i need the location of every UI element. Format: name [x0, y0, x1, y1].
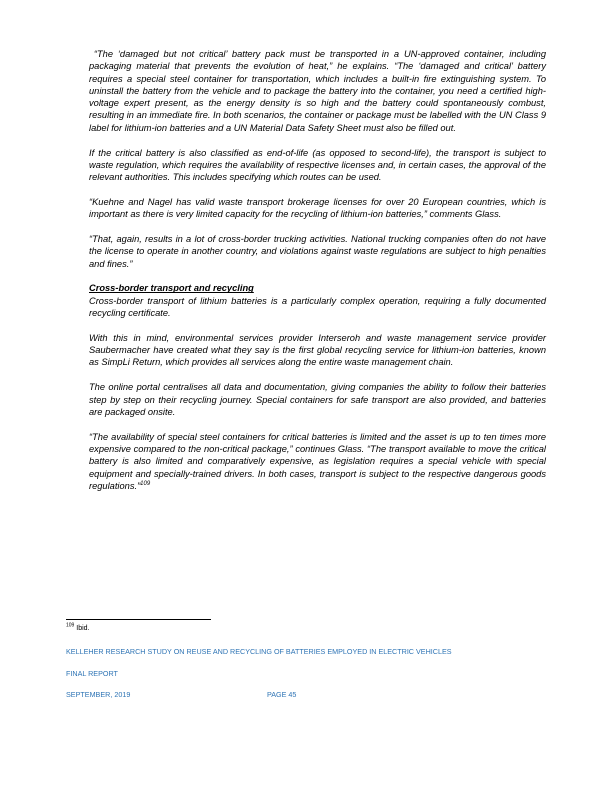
paragraph-cross-border-trucking: “That, again, results in a lot of cross-border trucking activities. National trucking companies often do not have the license to operate in another country, and violations against waste regulations are subject to high penalties and fines.”: [89, 234, 546, 269]
paragraph-simpli-return: With this in mind, environmental services provider Interseroh and waste management service provider Saubermacher have created what they say is the first global recycling service for lithium-ion batteries, known as SimpLi Return, which provides all services along the entire waste management chain.: [89, 332, 546, 368]
paragraph-cross-border-intro: Cross-border transport of lithium batteries is a particularly complex operation, requiring a fully documented recycling certificate.: [89, 295, 546, 319]
footnote-reference[interactable]: 109: [140, 480, 151, 487]
footnote-text: Ibid.: [74, 625, 90, 632]
footer-title: KELLEHER RESEARCH STUDY ON REUSE AND RECYCLING OF BATTERIES EMPLOYED IN ELECTRIC VEHICLES: [66, 647, 452, 656]
section-heading: Cross-border transport and recycling: [89, 283, 254, 294]
footnote-number: 109: [66, 622, 75, 629]
footer-report-label: FINAL REPORT: [66, 669, 118, 678]
footnote: [66, 624, 90, 633]
body-text: [89, 48, 546, 492]
footnote-separator: [66, 619, 211, 620]
paragraph-steel-containers-text: “The availability of special steel containers for critical batteries is limited and the asset is up to ten times more expensive compared to the non-critical package,” continues Glass. “The transport available to move the critical battery is also limited and comparatively expensive, as legislation requires a special vehicle with special equipment and specially-trained drivers. In both cases, transport is subject to the respective dangerous goods regulations.”: [89, 431, 546, 491]
paragraph-waste-regulation: If the critical battery is also classified as end-of-life (as opposed to second-life), the transport is subject to waste regulation, which requires the availability of respective licenses and, in certain cases, the approval of the relevant authorities. This includes specifying which routes can be used.: [89, 147, 546, 183]
footer-date: SEPTEMBER, 2019: [66, 690, 131, 699]
paragraph-steel-containers: [89, 431, 546, 492]
paragraph-kuehne-nagel: “Kuehne and Nagel has valid waste transport brokerage licenses for over 20 European countries, which is important as there is very limited capacity for the recycling of lithium-ion batteries,” comments Glass.: [89, 196, 546, 220]
paragraph-online-portal: The online portal centralises all data and documentation, giving companies the ability to follow their batteries step by step on their recycling journey. Special containers for safe transport are also provided, and batteries are packaged onsite.: [89, 382, 546, 417]
paragraph-un-container: “The ‘damaged but not critical’ battery pack must be transported in a UN-approved container, including packaging material that prevents the evolution of heat,” he explains. “The ‘damaged and critical’ battery requires a special steel container for transportation, which includes a built-in fire extinguishing system. To uninstall the battery from the vehicle and to package the battery into the container, you need a certified high-voltage expert present, as the energy density is so high and the battery could spontaneously combust, resulting in an immediate fire. In both scenarios, the container or package must be labelled with the UN Class 9 label for lithium-ion batteries and a UN Material Data Safety Sheet must also be filled out.: [89, 49, 546, 133]
footer-page-number: PAGE 45: [267, 690, 297, 699]
